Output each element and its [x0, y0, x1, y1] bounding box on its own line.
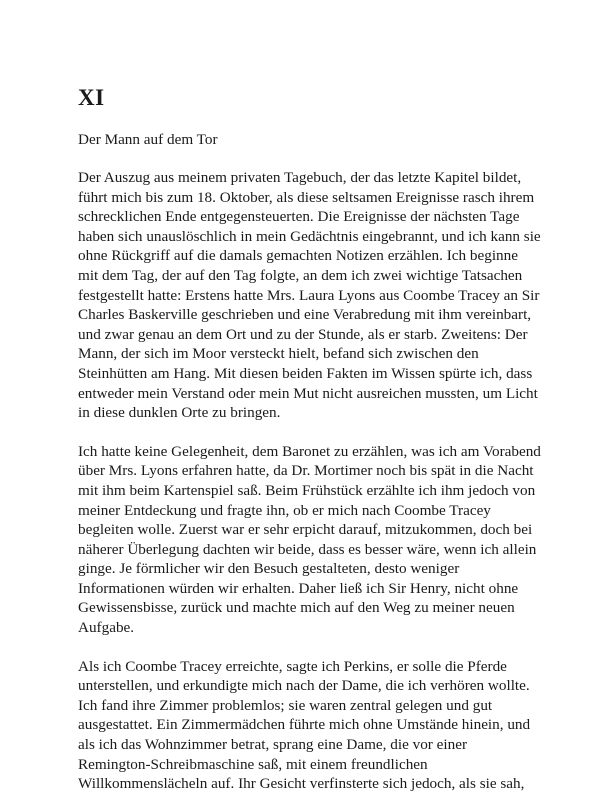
paragraph-line: in diese dunklen Orte zu bringen. — [78, 404, 281, 422]
paragraph-3 — [78, 657, 538, 794]
paragraph-line: unterstellen, und erkundigte mich nach der Dame, die ich verhören wollte. — [78, 677, 530, 695]
paragraph-line: haben sich unauslöschlich in mein Gedächtnis eingebrannt, und ich kann sie — [78, 227, 541, 245]
paragraph-line: Charles Baskerville geschrieben und eine Verabredung mit ihm vereinbart, — [78, 306, 532, 324]
paragraph-line: ginge. Je förmlicher wir den Besuch gestalteten, desto weniger — [78, 560, 460, 578]
paragraph-line: festgestellt hatte: Erstens hatte Mrs. Laura Lyons aus Coombe Tracey an Sir — [78, 286, 540, 304]
paragraph-line: entweder mein Verstand oder mein Mut nicht ausreichen mussten, um Licht — [78, 384, 538, 402]
document-page — [78, 84, 541, 794]
paragraph-line: über Mrs. Lyons erfahren hatte, da Dr. Mortimer noch bis spät in die Nacht — [78, 462, 534, 480]
paragraph-2 — [78, 442, 541, 638]
paragraph-line: ausgestattet. Ein Zimmermädchen führte mich ohne Umstände hinein, und — [78, 716, 531, 734]
chapter-number: XI — [78, 85, 105, 110]
paragraph-line: mit dem Tag, der auf den Tag folgte, an dem ich zwei wichtige Tatsachen — [78, 266, 523, 284]
paragraph-line: mit ihm beim Kartenspiel saß. Beim Frühstück erzählte ich ihm jedoch von — [78, 481, 536, 499]
paragraph-line: Mann, der sich im Moor versteckt hielt, befand sich zwischen den — [78, 345, 479, 363]
paragraph-line: Als ich Coombe Tracey erreichte, sagte ich Perkins, er solle die Pferde — [78, 657, 507, 675]
paragraph-line: führt mich bis zum 18. Oktober, als diese seltsamen Ereignisse rasch ihrem — [78, 188, 535, 206]
paragraph-line: Aufgabe. — [78, 619, 135, 637]
paragraph-line: Gewissensbisse, zurück und machte mich auf den Weg zu meiner neuen — [78, 599, 515, 617]
paragraph-1 — [78, 168, 541, 423]
paragraph-line: Remington-Schreibmaschine saß, mit einem freundlichen — [78, 755, 428, 773]
paragraph-line: Ich hatte keine Gelegenheit, dem Baronet zu erzählen, was ich am Vorabend — [78, 442, 541, 460]
chapter-title: Der Mann auf dem Tor — [78, 131, 218, 148]
paragraph-line: Informationen würden wir erhalten. Daher ließ ich Sir Henry, nicht ohne — [78, 579, 519, 597]
paragraph-line: meiner Entdeckung und fragte ihn, ob er mich nach Coombe Tracey — [78, 501, 491, 519]
paragraph-line: Willkommenslächeln auf. Ihr Gesicht verfinsterte sich jedoch, als sie sah, — [78, 775, 525, 793]
paragraph-line: näherer Überlegung dachten wir beide, dass es besser wäre, wenn ich allein — [78, 540, 537, 558]
paragraph-line: Der Auszug aus meinem privaten Tagebuch, der das letzte Kapitel bildet, — [78, 169, 522, 186]
paragraph-line: Ich fand ihre Zimmer problemlos; sie waren zentral gelegen und gut — [78, 696, 493, 714]
paragraph-line: schrecklichen Ende entgegensteuerten. Die Ereignisse der nächsten Tage — [78, 208, 520, 226]
paragraph-line: und zwar genau an dem Ort und zu der Stunde, als er starb. Zweitens: Der — [78, 325, 528, 343]
paragraph-line: als ich das Wohnzimmer betrat, sprang eine Dame, die vor einer — [78, 736, 468, 754]
paragraph-line: begleiten wolle. Zuerst war er sehr erpicht darauf, mitzukommen, doch bei — [78, 521, 533, 539]
paragraph-line: ohne Rückgriff auf die damals gemachten Notizen erzählen. Ich beginne — [78, 247, 518, 265]
paragraph-line: Steinhütten am Hang. Mit diesen beiden Fakten im Wissen spürte ich, dass — [78, 364, 533, 382]
